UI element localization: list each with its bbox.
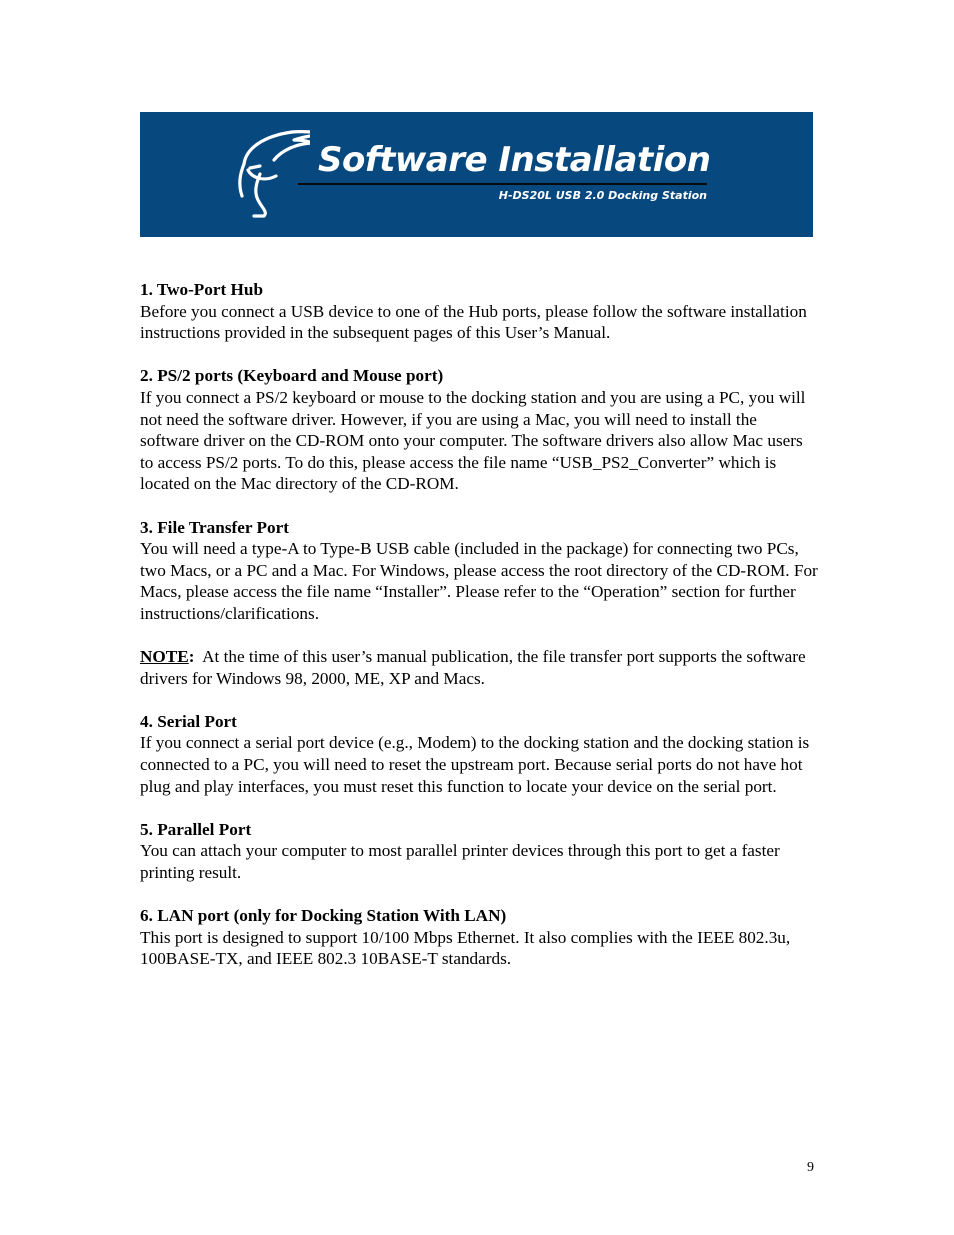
section-text: If you connect a serial port device (e.g., Modem) to the docking station and the docking station is connected to a PC, you will need to reset the upstream port. Because serial ports do not have hot plug and play interfaces, you must reset this function to locate your device on the serial port. [140,733,810,796]
section-heading: 6. LAN port (only for Docking Station With LAN) [140,906,507,926]
section-text: This port is designed to support 10/100 Mbps Ethernet. It also complies with the IEEE 802.3u, 100BASE-TX, and IEEE 802.3 10BASE-T standards. [140,927,791,969]
note-paragraph [140,646,820,689]
section-text: If you connect a PS/2 keyboard or mouse to the docking station and you are using a PC, you will not need the software driver. However, if you are using a Mac, you will need to install the software driver on the CD-ROM onto your computer. The software drivers also allow Mac users to access PS/2 ports. To do this, please access the file name “USB_PS2_Converter” which is located on the Mac directory of the CD-ROM. [140,387,806,494]
section-serial-port [140,711,820,797]
section-heading: 2. PS/2 ports (Keyboard and Mouse port) [140,366,444,386]
header-banner [140,112,813,237]
banner-divider [298,183,707,185]
note-label: NOTE [140,647,189,667]
section-parallel-port [140,819,820,884]
section-ps2-ports [140,365,820,495]
section-lan-port [140,905,820,970]
document-body [140,279,820,992]
note-colon: : [188,647,195,667]
eagle-head-icon [230,126,310,218]
section-file-transfer-port [140,517,820,625]
banner-title: Software Installation [318,140,711,180]
section-heading: 3. File Transfer Port [140,517,289,537]
section-heading: 5. Parallel Port [140,819,252,839]
banner-subtitle: H-DS20L USB 2.0 Docking Station [498,189,707,202]
page-number: 9 [807,1160,814,1175]
section-text: Before you connect a USB device to one of the Hub ports, please follow the software installation instructions provided in the subsequent pages of this User’s Manual. [140,301,807,343]
section-heading: 4. Serial Port [140,711,237,731]
section-heading: 1. Two-Port Hub [140,280,264,299]
note-text: At the time of this user’s manual publication, the file transfer port supports the software drivers for Windows 98, 2000, ME, XP and Macs. [140,647,810,688]
section-two-port-hub [140,279,820,344]
section-text: You will need a type-A to Type-B USB cable (included in the package) for connecting two PCs, two Macs, or a PC and a Mac. For Windows, please access the root directory of the CD-ROM. For Macs, please access the file name “Installer”. Please refer to the “Operation” section for further instructions/clarifications. [140,539,818,623]
section-text: You can attach your computer to most parallel printer devices through this port to get a faster printing result. [140,841,780,883]
